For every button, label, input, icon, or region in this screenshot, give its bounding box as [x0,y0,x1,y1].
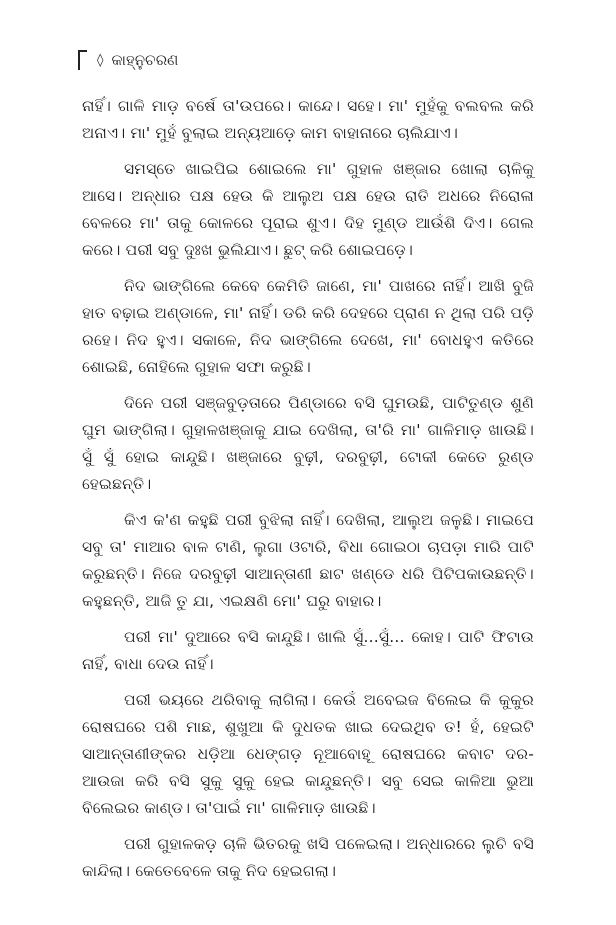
diamond-icon: ◊ [97,52,104,68]
paragraph: ସମସ୍ତେ ଖାଇପିଇ ଶୋଇଲେ ମା' ଗୁହାଳ ଖଞ୍ଜାର ଖୋଲା ଚାଳିକୁ ଆସେ। ଅନ୍ଧାର ପକ୍ଷ ହେଉ କି ଆଲୁଅ ପକ୍ଷ ହେଉ ରାତି ଅଧରେ ନିରୋଳା ବେଳରେ ମା' ତାକୁ କୋଳରେ ପୂରାଇ ଶୁଏ। ଦିହ ମୁଣ୍ଡ ଆଉଁଶି ଦିଏ। ଗେଲ କରେ। ପରୀ ସବୁ ଦୁଃଖ ଭୁଲିଯାଏ। ଛୁଟ୍ କରି ଶୋଇପଡ଼େ। [82,160,534,259]
paragraph: ପରୀ ମା' ଦୁଆରେ ବସି କାନ୍ଦୁଛି। ଖାଲି ସୁଁ...ସୁଁ... କୋହ। ପାଟି ଫିଟାଉ ନାହିଁ, ବାଧା ଦେଉ ନାହିଁ। [82,628,534,673]
paragraph: ପରୀ ଗୁହାଳକଡ଼ ଚାଳି ଭିତରକୁ ଖସି ପଳେଇଲା। ଅନ୍ଧାରରେ ଲୁଚି ବସି କାନ୍ଦିଲା। କେତେବେଳେ ତାକୁ ନିଦ ହେଇଗଲା। [82,835,534,880]
corner-mark [78,50,87,70]
paragraph: ନାହିଁ। ଗାଳି ମାଡ଼ ବର୍ଷେ ତା'ଉପରେ। କାନ୍ଦେ। ସହେ। ମା' ମୁହଁକୁ ବଲବଲ କରି ଅନାଏ। ମା' ମୁହଁ ବୁଲାଇ ଅନ୍ୟଆଡ଼େ କାମ ବାହାନାରେ ଚାଲିଯାଏ। [82,97,534,142]
paragraph: ଦିନେ ପରୀ ସଞ୍ଜବୁଡ଼ତାରେ ପିଣ୍ଡାରେ ବସି ଘୁମଉଛି, ପାଟିତୁଣ୍ଡ ଶୁଣି ଘୁମ ଭାଙ୍ଗିଲା। ଗୁହାଳଖଞ୍ଜାକୁ ଯାଇ ଦେଖିଲା, ତା'ରି ମା' ଗାଳିମାଡ଼ ଖାଉଛି। ସୁଁ ସୁଁ ହୋଇ କାନ୍ଦୁଛି। ଖଞ୍ଜାରେ ବୁଢ଼ୀ, ଦରବୁଢ଼ୀ, ଟୋକୀ କେତେ ରୁଣ୍ଡ ହେଇଛନ୍ତି। [82,394,534,493]
paragraph: ପରୀ ଭୟରେ ଥରିବାକୁ ଲାଗିଲା। କେଉଁ ଅବେଇଜ ବିଲେଇ କି କୁକୁର ରୋଷଘରେ ପଶି ମାଛ, ଶୁଖୁଆ କି ଦୁଧତକ ଖାଇ ଦେଇଥିବ ତ! ହଁ, ହେଇଟି ସାଆନ୍ତାଣୀଙ୍କର ଧଡ଼ିଆ ଧେଙ୍ଗଡ଼ ନୂଆବୋହୂ ରୋଷଘରେ କବାଟ ଦର-ଆଉଜା କରି ବସି ସୁକୁ ସୁକୁ ହେଇ କାନ୍ଦୁଛନ୍ତି। ସବୁ ସେଇ କାଳିଆ ଭୁଆ ବିଲେଇର କାଣ୍ଡ। ତା'ପାଇଁ ମା' ଗାଳିମାଡ଼ ଖାଉଛି। [82,691,534,817]
paragraph: କିଏ କ'ଣ କହୁଛି ପରୀ ବୁଝିଲା ନାହିଁ। ଦେଖିଲା, ଆଲୁଅ ଜଳୁଛି। ମାଇପେ ସବୁ ତା' ମାଆର ବାଳ ଟାଣି, ଲୁଗା ଓଟାରି, ବିଧା ଗୋଇଠା ଚାପଡ଼ା ମାରି ପାଟି କରୁଛନ୍ତି। ନିଜେ ଦରବୁଢ଼ୀ ସାଆନ୍ତାଣୀ ଛାଟ ଖଣ୍ଡେ ଧରି ପିଟିପକାଉଛନ୍ତି। କହୁଛନ୍ତି, ଆଜି ତୁ ଯା, ଏଇକ୍ଷଣି ମୋ' ଘରୁ ବାହାର। [82,511,534,610]
body-text [82,93,534,894]
running-header [78,49,178,71]
paragraph: ନିଦ ଭାଙ୍ଗିଲେ କେବେ କେମିତି ଜାଣେ, ମା' ପାଖରେ ନାହିଁ। ଆଖି ବୁଜି ହାତ ବଢ଼ାଇ ଅଣ୍ଡାଳେ, ମା' ନାହିଁ। ଡରି କରି ଦେହରେ ପ୍ରାଣ ନ ଥିଲା ପରି ପଡ଼ି ରହେ। ନିଦ ହୁଏ। ସକାଳେ, ନିଦ ଭାଙ୍ଗିଲେ ଦେଖେ, ମା' ବୋଧହୁଏ କତିରେ ଶୋଇଛି, ନୋହିଲେ ଗୁହାଳ ସଫା କରୁଛି। [82,277,534,376]
book-title: କାହ୍ନୁଚରଣ [111,51,179,69]
